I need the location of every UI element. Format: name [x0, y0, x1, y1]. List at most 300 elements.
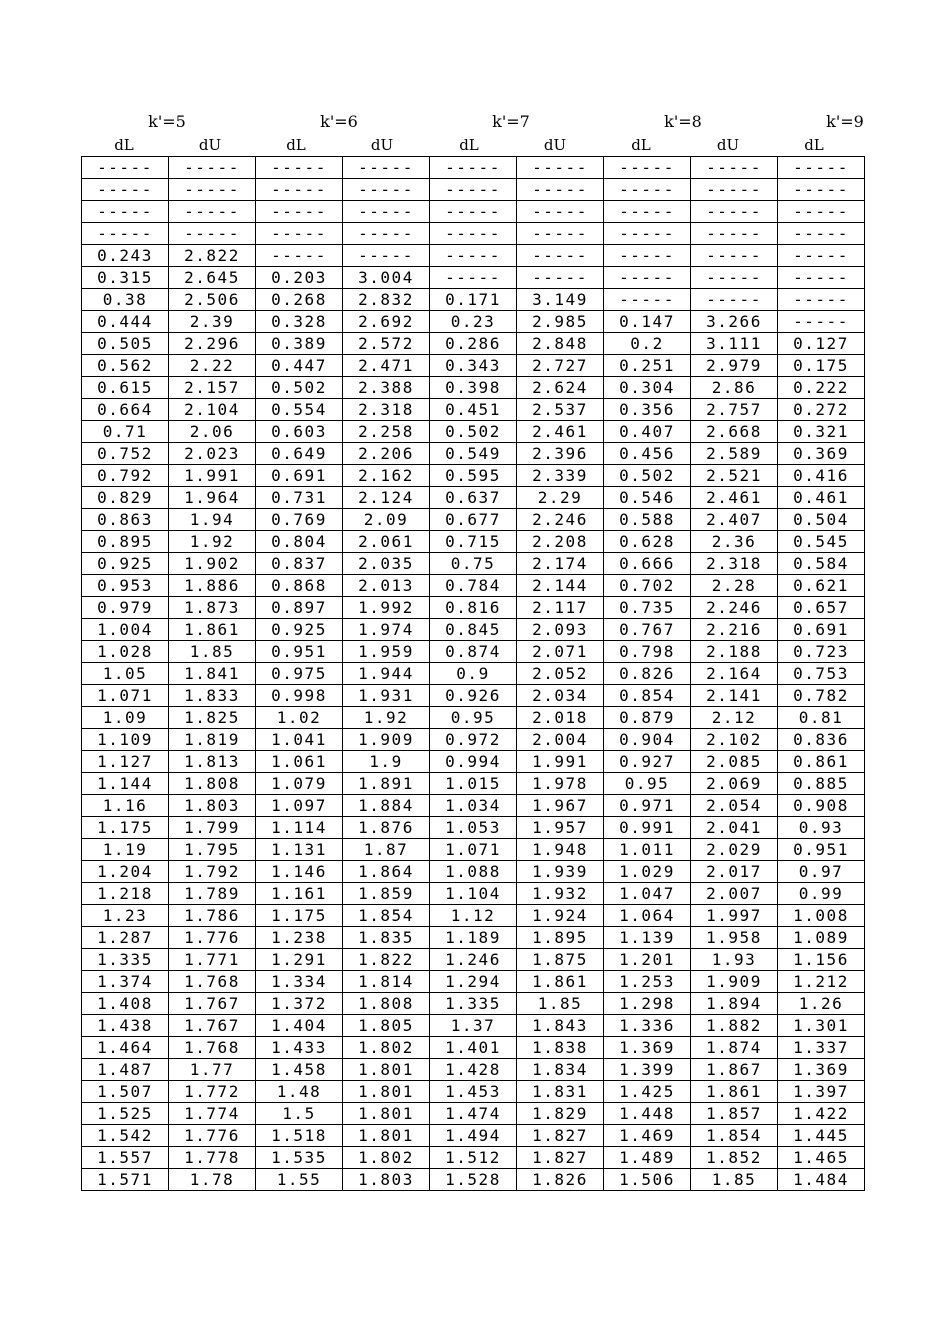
- table-cell: 0.767: [604, 619, 691, 641]
- table-row: [82, 883, 865, 905]
- table-cell: -----: [778, 201, 865, 223]
- table-cell: 2.162: [343, 465, 430, 487]
- table-cell: 1.932: [517, 883, 604, 905]
- table-cell: 1.771: [169, 949, 256, 971]
- table-cell: 2.12: [691, 707, 778, 729]
- table-cell: 2.144: [517, 575, 604, 597]
- table-cell: -----: [517, 245, 604, 267]
- table-cell: 1.029: [604, 861, 691, 883]
- table-cell: 1.175: [82, 817, 169, 839]
- table-cell: 1.253: [604, 971, 691, 993]
- table-cell: 1.425: [604, 1081, 691, 1103]
- table-cell: 1.535: [256, 1147, 343, 1169]
- table-cell: 0.243: [82, 245, 169, 267]
- table-cell: -----: [778, 289, 865, 311]
- table-cell: 1.144: [82, 773, 169, 795]
- table-cell: -----: [343, 245, 430, 267]
- table-cell: 1.201: [604, 949, 691, 971]
- table-cell: 1.458: [256, 1059, 343, 1081]
- table-row: [82, 355, 865, 377]
- table-row: [82, 399, 865, 421]
- table-cell: 1.854: [343, 905, 430, 927]
- table-cell: 1.77: [169, 1059, 256, 1081]
- table-cell: 0.389: [256, 333, 343, 355]
- table-cell: 1.834: [517, 1059, 604, 1081]
- table-cell: 1.507: [82, 1081, 169, 1103]
- table-cell: 2.645: [169, 267, 256, 289]
- table-row: [82, 1147, 865, 1169]
- table-cell: 1.767: [169, 993, 256, 1015]
- table-cell: 1.876: [343, 817, 430, 839]
- table-cell: -----: [169, 179, 256, 201]
- table-cell: 1.369: [604, 1037, 691, 1059]
- table-cell: 1.939: [517, 861, 604, 883]
- table-cell: 1.104: [430, 883, 517, 905]
- table-cell: 0.549: [430, 443, 517, 465]
- table-cell: 0.554: [256, 399, 343, 421]
- table-cell: 2.034: [517, 685, 604, 707]
- table-cell: -----: [169, 201, 256, 223]
- table-cell: 1.92: [343, 707, 430, 729]
- table-cell: 1.298: [604, 993, 691, 1015]
- table-cell: -----: [604, 245, 691, 267]
- table-cell: 2.069: [691, 773, 778, 795]
- table-cell: 1.801: [343, 1103, 430, 1125]
- k-label-9: k'=9: [826, 112, 864, 131]
- table-cell: 1.071: [430, 839, 517, 861]
- table-cell: 0.127: [778, 333, 865, 355]
- table-cell: 1.909: [343, 729, 430, 751]
- table-cell: 1.875: [517, 949, 604, 971]
- table-cell: 2.208: [517, 531, 604, 553]
- table-cell: 0.505: [82, 333, 169, 355]
- table-cell: 1.838: [517, 1037, 604, 1059]
- table-cell: 1.826: [517, 1169, 604, 1191]
- table-cell: 0.784: [430, 575, 517, 597]
- table-cell: 1.886: [169, 575, 256, 597]
- table-cell: 2.06: [169, 421, 256, 443]
- table-cell: 2.117: [517, 597, 604, 619]
- table-row: [82, 597, 865, 619]
- table-cell: 0.545: [778, 531, 865, 553]
- table-cell: 1.448: [604, 1103, 691, 1125]
- table-cell: 1.372: [256, 993, 343, 1015]
- table-cell: 0.584: [778, 553, 865, 575]
- table-cell: 2.071: [517, 641, 604, 663]
- table-cell: 1.09: [82, 707, 169, 729]
- table-cell: 1.992: [343, 597, 430, 619]
- table-cell: 1.894: [691, 993, 778, 1015]
- table-cell: 1.109: [82, 729, 169, 751]
- table-cell: -----: [691, 201, 778, 223]
- table-cell: 0.2: [604, 333, 691, 355]
- table-cell: 2.035: [343, 553, 430, 575]
- table-row: [82, 751, 865, 773]
- table-cell: 0.456: [604, 443, 691, 465]
- table-cell: -----: [430, 245, 517, 267]
- table-cell: 0.657: [778, 597, 865, 619]
- column-header-du: dU: [198, 136, 222, 154]
- table-cell: 1.974: [343, 619, 430, 641]
- table-cell: 1.867: [691, 1059, 778, 1081]
- table-cell: 2.318: [691, 553, 778, 575]
- table-cell: 0.99: [778, 883, 865, 905]
- table-cell: 2.692: [343, 311, 430, 333]
- table-cell: 1.772: [169, 1081, 256, 1103]
- table-cell: 1.506: [604, 1169, 691, 1191]
- table-cell: 2.461: [691, 487, 778, 509]
- table-cell: 1.859: [343, 883, 430, 905]
- table-cell: 2.388: [343, 377, 430, 399]
- table-row: [82, 641, 865, 663]
- table-cell: -----: [778, 311, 865, 333]
- table-cell: 0.731: [256, 487, 343, 509]
- table-cell: 1.571: [82, 1169, 169, 1191]
- table-cell: -----: [691, 267, 778, 289]
- table-cell: -----: [430, 179, 517, 201]
- table-cell: -----: [343, 179, 430, 201]
- table-row: [82, 1037, 865, 1059]
- table-cell: 1.16: [82, 795, 169, 817]
- table-cell: 1.884: [343, 795, 430, 817]
- table-cell: 0.175: [778, 355, 865, 377]
- table-row: [82, 377, 865, 399]
- table-cell: -----: [691, 289, 778, 311]
- table-cell: 1.161: [256, 883, 343, 905]
- table-cell: -----: [517, 201, 604, 223]
- table-cell: 1.92: [169, 531, 256, 553]
- table-cell: 1.774: [169, 1103, 256, 1125]
- table-cell: -----: [256, 245, 343, 267]
- table-cell: 0.504: [778, 509, 865, 531]
- table-cell: 1.835: [343, 927, 430, 949]
- table-cell: 0.416: [778, 465, 865, 487]
- table-cell: 2.174: [517, 553, 604, 575]
- table-cell: 0.93: [778, 817, 865, 839]
- table-row: [82, 443, 865, 465]
- table-cell: -----: [691, 223, 778, 245]
- table-row: [82, 421, 865, 443]
- table-row: [82, 971, 865, 993]
- table-cell: 0.925: [256, 619, 343, 641]
- table-cell: 2.102: [691, 729, 778, 751]
- table-cell: 1.873: [169, 597, 256, 619]
- table-cell: 0.649: [256, 443, 343, 465]
- table-cell: 0.735: [604, 597, 691, 619]
- table-row: [82, 267, 865, 289]
- table-cell: 2.093: [517, 619, 604, 641]
- table-cell: -----: [343, 201, 430, 223]
- table-cell: 2.832: [343, 289, 430, 311]
- table-row: [82, 817, 865, 839]
- table-cell: 0.595: [430, 465, 517, 487]
- table-cell: 1.156: [778, 949, 865, 971]
- table-cell: 0.837: [256, 553, 343, 575]
- table-cell: 1.37: [430, 1015, 517, 1037]
- table-cell: -----: [517, 179, 604, 201]
- table-cell: 0.926: [430, 685, 517, 707]
- table-cell: -----: [430, 267, 517, 289]
- table-cell: 0.715: [430, 531, 517, 553]
- table-cell: -----: [691, 179, 778, 201]
- table-cell: 2.246: [517, 509, 604, 531]
- table-cell: -----: [604, 157, 691, 179]
- table-row: [82, 575, 865, 597]
- table-cell: 0.953: [82, 575, 169, 597]
- table-cell: 2.339: [517, 465, 604, 487]
- table-cell: 0.272: [778, 399, 865, 421]
- table-cell: 1.422: [778, 1103, 865, 1125]
- table-cell: 0.904: [604, 729, 691, 751]
- table-cell: 2.188: [691, 641, 778, 663]
- table-cell: 1.542: [82, 1125, 169, 1147]
- table-row: [82, 1103, 865, 1125]
- table-cell: 1.843: [517, 1015, 604, 1037]
- table-cell: 1.404: [256, 1015, 343, 1037]
- table-cell: 2.727: [517, 355, 604, 377]
- table-cell: 1.512: [430, 1147, 517, 1169]
- table-cell: 2.29: [517, 487, 604, 509]
- table-cell: 1.959: [343, 641, 430, 663]
- column-header-du: dU: [543, 136, 567, 154]
- table-row: [82, 707, 865, 729]
- table-cell: 1.789: [169, 883, 256, 905]
- table-cell: 0.895: [82, 531, 169, 553]
- column-header-du: dU: [716, 136, 740, 154]
- table-cell: 2.757: [691, 399, 778, 421]
- table-body: [82, 157, 865, 1191]
- table-cell: 1.801: [343, 1125, 430, 1147]
- table-cell: 0.546: [604, 487, 691, 509]
- table-cell: 1.803: [169, 795, 256, 817]
- table-cell: 1.978: [517, 773, 604, 795]
- table-cell: 2.007: [691, 883, 778, 905]
- table-cell: 1.079: [256, 773, 343, 795]
- table-cell: 1.528: [430, 1169, 517, 1191]
- table-cell: 1.374: [82, 971, 169, 993]
- table-cell: 1.854: [691, 1125, 778, 1147]
- table-row: [82, 1125, 865, 1147]
- table-cell: 0.951: [256, 641, 343, 663]
- table-cell: 0.991: [604, 817, 691, 839]
- table-cell: 1.089: [778, 927, 865, 949]
- table-cell: 1.088: [430, 861, 517, 883]
- table-cell: 1.291: [256, 949, 343, 971]
- table-cell: 1.931: [343, 685, 430, 707]
- table-cell: 1.097: [256, 795, 343, 817]
- table-cell: 1.474: [430, 1103, 517, 1125]
- table-cell: 1.335: [430, 993, 517, 1015]
- table-cell: -----: [256, 223, 343, 245]
- table-cell: 0.769: [256, 509, 343, 531]
- table-cell: 1.131: [256, 839, 343, 861]
- table-cell: 1.071: [82, 685, 169, 707]
- table-cell: -----: [604, 179, 691, 201]
- table-cell: 0.343: [430, 355, 517, 377]
- table-cell: 1.011: [604, 839, 691, 861]
- table-cell: 1.822: [343, 949, 430, 971]
- table-cell: 1.19: [82, 839, 169, 861]
- table-cell: 1.786: [169, 905, 256, 927]
- table-cell: 1.287: [82, 927, 169, 949]
- table-cell: 0.637: [430, 487, 517, 509]
- table-cell: 0.356: [604, 399, 691, 421]
- table-cell: 0.753: [778, 663, 865, 685]
- table-cell: 2.052: [517, 663, 604, 685]
- table-cell: 1.428: [430, 1059, 517, 1081]
- table-cell: 1.034: [430, 795, 517, 817]
- table-cell: 0.666: [604, 553, 691, 575]
- table-cell: 2.157: [169, 377, 256, 399]
- table-cell: 0.979: [82, 597, 169, 619]
- table-cell: 1.204: [82, 861, 169, 883]
- table-cell: 0.321: [778, 421, 865, 443]
- table-cell: 3.266: [691, 311, 778, 333]
- table-cell: 0.868: [256, 575, 343, 597]
- table-cell: 1.433: [256, 1037, 343, 1059]
- table-cell: 2.471: [343, 355, 430, 377]
- table-cell: -----: [517, 267, 604, 289]
- table-cell: 2.104: [169, 399, 256, 421]
- table-cell: 2.36: [691, 531, 778, 553]
- table-cell: 1.819: [169, 729, 256, 751]
- table-cell: 0.369: [778, 443, 865, 465]
- table-cell: 1.944: [343, 663, 430, 685]
- table-row: [82, 223, 865, 245]
- column-header-dl: dL: [459, 136, 479, 154]
- table-cell: 0.75: [430, 553, 517, 575]
- table-cell: 1.55: [256, 1169, 343, 1191]
- table-cell: 0.927: [604, 751, 691, 773]
- table-cell: 1.246: [430, 949, 517, 971]
- table-cell: 0.804: [256, 531, 343, 553]
- table-cell: 2.09: [343, 509, 430, 531]
- table-row: [82, 927, 865, 949]
- table-cell: 2.985: [517, 311, 604, 333]
- table-cell: 0.994: [430, 751, 517, 773]
- table-cell: 1.453: [430, 1081, 517, 1103]
- table-cell: 1.831: [517, 1081, 604, 1103]
- table-cell: 0.615: [82, 377, 169, 399]
- table-cell: 0.879: [604, 707, 691, 729]
- table-cell: 1.028: [82, 641, 169, 663]
- table-cell: 1.408: [82, 993, 169, 1015]
- table-cell: 1.336: [604, 1015, 691, 1037]
- table-cell: 1.487: [82, 1059, 169, 1081]
- table-cell: 0.171: [430, 289, 517, 311]
- table-cell: 0.792: [82, 465, 169, 487]
- table-cell: 1.484: [778, 1169, 865, 1191]
- table-cell: 2.023: [169, 443, 256, 465]
- table-cell: 2.141: [691, 685, 778, 707]
- table-cell: -----: [343, 223, 430, 245]
- column-header-dl: dL: [804, 136, 824, 154]
- table-cell: 0.444: [82, 311, 169, 333]
- table-row: [82, 179, 865, 201]
- table-cell: 1.902: [169, 553, 256, 575]
- table-row: [82, 861, 865, 883]
- table-cell: 0.95: [430, 707, 517, 729]
- table-row: [82, 531, 865, 553]
- table-cell: 1.778: [169, 1147, 256, 1169]
- k-label-8: k'=8: [664, 112, 702, 131]
- table-cell: 1.12: [430, 905, 517, 927]
- table-cell: 0.798: [604, 641, 691, 663]
- table-cell: 3.149: [517, 289, 604, 311]
- table-cell: 1.805: [343, 1015, 430, 1037]
- table-cell: 1.857: [691, 1103, 778, 1125]
- table-cell: 2.461: [517, 421, 604, 443]
- table-cell: 2.506: [169, 289, 256, 311]
- table-row: [82, 1059, 865, 1081]
- table-cell: -----: [604, 201, 691, 223]
- table-cell: 2.668: [691, 421, 778, 443]
- table-row: [82, 245, 865, 267]
- table-cell: 1.337: [778, 1037, 865, 1059]
- table-cell: 1.948: [517, 839, 604, 861]
- table-cell: 0.203: [256, 267, 343, 289]
- table-cell: -----: [691, 157, 778, 179]
- table-cell: 1.825: [169, 707, 256, 729]
- table-cell: 1.909: [691, 971, 778, 993]
- table-cell: 1.991: [169, 465, 256, 487]
- table-cell: 2.054: [691, 795, 778, 817]
- table-cell: 0.885: [778, 773, 865, 795]
- table-cell: 1.064: [604, 905, 691, 927]
- table-cell: 0.304: [604, 377, 691, 399]
- table-cell: 0.854: [604, 685, 691, 707]
- table-cell: 2.39: [169, 311, 256, 333]
- table-cell: 0.9: [430, 663, 517, 685]
- k-label-5: k'=5: [148, 112, 186, 131]
- table-cell: -----: [604, 223, 691, 245]
- table-cell: 1.808: [343, 993, 430, 1015]
- table-cell: 1.833: [169, 685, 256, 707]
- table-cell: 2.396: [517, 443, 604, 465]
- table-cell: 1.139: [604, 927, 691, 949]
- table-cell: 1.94: [169, 509, 256, 531]
- table-row: [82, 1081, 865, 1103]
- table-cell: -----: [169, 157, 256, 179]
- column-header-dl: dL: [631, 136, 651, 154]
- table-row: [82, 685, 865, 707]
- table-cell: 1.841: [169, 663, 256, 685]
- table-cell: 1.008: [778, 905, 865, 927]
- table-cell: 0.664: [82, 399, 169, 421]
- k-label-6: k'=6: [320, 112, 358, 131]
- table-cell: 0.38: [82, 289, 169, 311]
- table-cell: 0.829: [82, 487, 169, 509]
- table-cell: 1.924: [517, 905, 604, 927]
- table-cell: 1.958: [691, 927, 778, 949]
- table-cell: 1.964: [169, 487, 256, 509]
- table-cell: 0.925: [82, 553, 169, 575]
- table-cell: 1.9: [343, 751, 430, 773]
- table-cell: 0.147: [604, 311, 691, 333]
- table-row: [82, 465, 865, 487]
- table-cell: 0.972: [430, 729, 517, 751]
- table-row: [82, 993, 865, 1015]
- table-cell: 0.588: [604, 509, 691, 531]
- table-cell: 1.861: [691, 1081, 778, 1103]
- table-cell: 0.826: [604, 663, 691, 685]
- table-cell: 1.238: [256, 927, 343, 949]
- table-cell: 2.537: [517, 399, 604, 421]
- table-cell: 2.822: [169, 245, 256, 267]
- table-cell: 2.206: [343, 443, 430, 465]
- table-cell: 2.216: [691, 619, 778, 641]
- table-cell: 1.827: [517, 1147, 604, 1169]
